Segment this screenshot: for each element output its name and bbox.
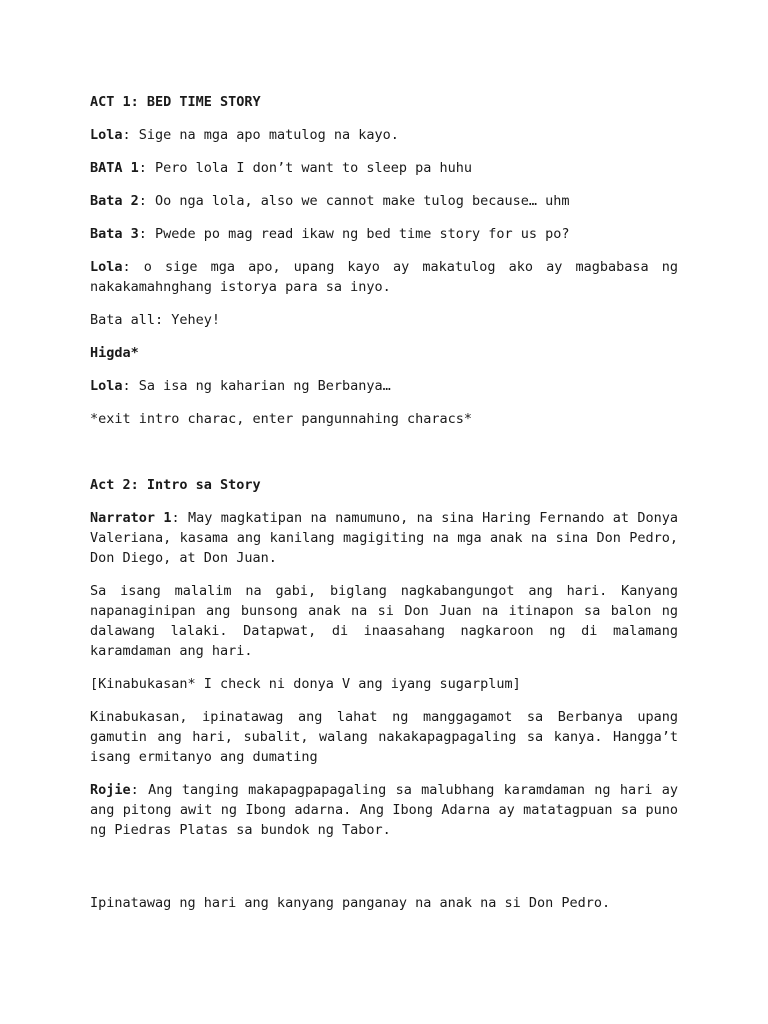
paragraph-physicians: Kinabukasan, ipinatawag ang lahat ng manggagamot sa Berbanya upang gamutin ang hari, subalit, walang nakakapagpagaling sa kanya. Hangga’t isang ermitanyo ang dumating bbox=[90, 709, 678, 765]
speaker-name: BATA 1 bbox=[90, 160, 139, 176]
dialogue-text: : Sa isa ng kaharian ng Berbanya… bbox=[122, 378, 391, 394]
speaker-name: Lola bbox=[90, 127, 123, 143]
speaker-name: Lola bbox=[90, 259, 123, 275]
act2-title: Act 2: Intro sa Story bbox=[90, 477, 261, 493]
stage-direction-higda: Higda* bbox=[90, 345, 139, 361]
dialogue-text: : Sige na mga apo matulog na kayo. bbox=[122, 127, 399, 143]
dialogue-text: : Oo nga lola, also we cannot make tulog because… uhm bbox=[138, 193, 570, 209]
paragraph-nightmare: Sa isang malalim na gabi, biglang nagkabangungot ang hari. Kanyang napanaginipan ang bunsong anak na si Don Juan na itinapon sa balon ng dalawang lalaki. Datapwat, di inaasahang nagkaroon ng di malamang karamdaman ang hari. bbox=[90, 583, 678, 659]
narrator-line bbox=[90, 508, 678, 568]
dialogue-line-2 bbox=[90, 158, 678, 178]
document-page bbox=[90, 92, 678, 926]
dialogue-line-rojie bbox=[90, 780, 678, 840]
dialogue-line-lola-final bbox=[90, 376, 678, 396]
act1-title: ACT 1: BED TIME STORY bbox=[90, 94, 261, 110]
speaker-name: Lola bbox=[90, 378, 123, 394]
dialogue-text: : o sige mga apo, upang kayo ay makatulog ako ay magbabasa ng nakakamahnghang istorya para sa inyo. bbox=[90, 259, 678, 295]
dialogue-text: : Ang tanging makapagpapagaling sa malubhang karamdaman ng hari ay ang pitong awit ng Ibong adarna. Ang Ibong Adarna ay matatagpuan sa puno ng Piedras Platas sa bundok ng Tabor. bbox=[90, 782, 678, 838]
speaker-name: Narrator 1 bbox=[90, 510, 172, 526]
speaker-name: Bata 3 bbox=[90, 226, 139, 242]
section-spacer bbox=[90, 442, 678, 475]
stage-direction-exit: *exit intro charac, enter pangunnahing characs* bbox=[90, 411, 473, 427]
speaker-name: Bata 2 bbox=[90, 193, 139, 209]
dialogue-text: : May magkatipan na namumuno, na sina Haring Fernando at Donya Valeriana, kasama ang kanilang magigiting na mga anak na sina Don Pedro, Don Diego, at Don Juan. bbox=[90, 510, 678, 566]
dialogue-line-5 bbox=[90, 257, 678, 297]
paragraph-don-pedro: Ipinatawag ng hari ang kanyang panganay na anak na si Don Pedro. bbox=[90, 895, 611, 911]
dialogue-text: : Pwede po mag read ikaw ng bed time story for us po? bbox=[138, 226, 570, 242]
bata-all-line: Bata all: Yehey! bbox=[90, 312, 221, 328]
dialogue-line-3 bbox=[90, 191, 678, 211]
dialogue-line-4 bbox=[90, 224, 678, 244]
dialogue-line-1 bbox=[90, 125, 678, 145]
speaker-name: Rojie bbox=[90, 782, 131, 798]
stage-direction-kinabukasan: [Kinabukasan* I check ni donya V ang iyang sugarplum] bbox=[90, 676, 521, 692]
section-spacer bbox=[90, 853, 678, 893]
dialogue-text: : Pero lola I don’t want to sleep pa huhu bbox=[138, 160, 473, 176]
